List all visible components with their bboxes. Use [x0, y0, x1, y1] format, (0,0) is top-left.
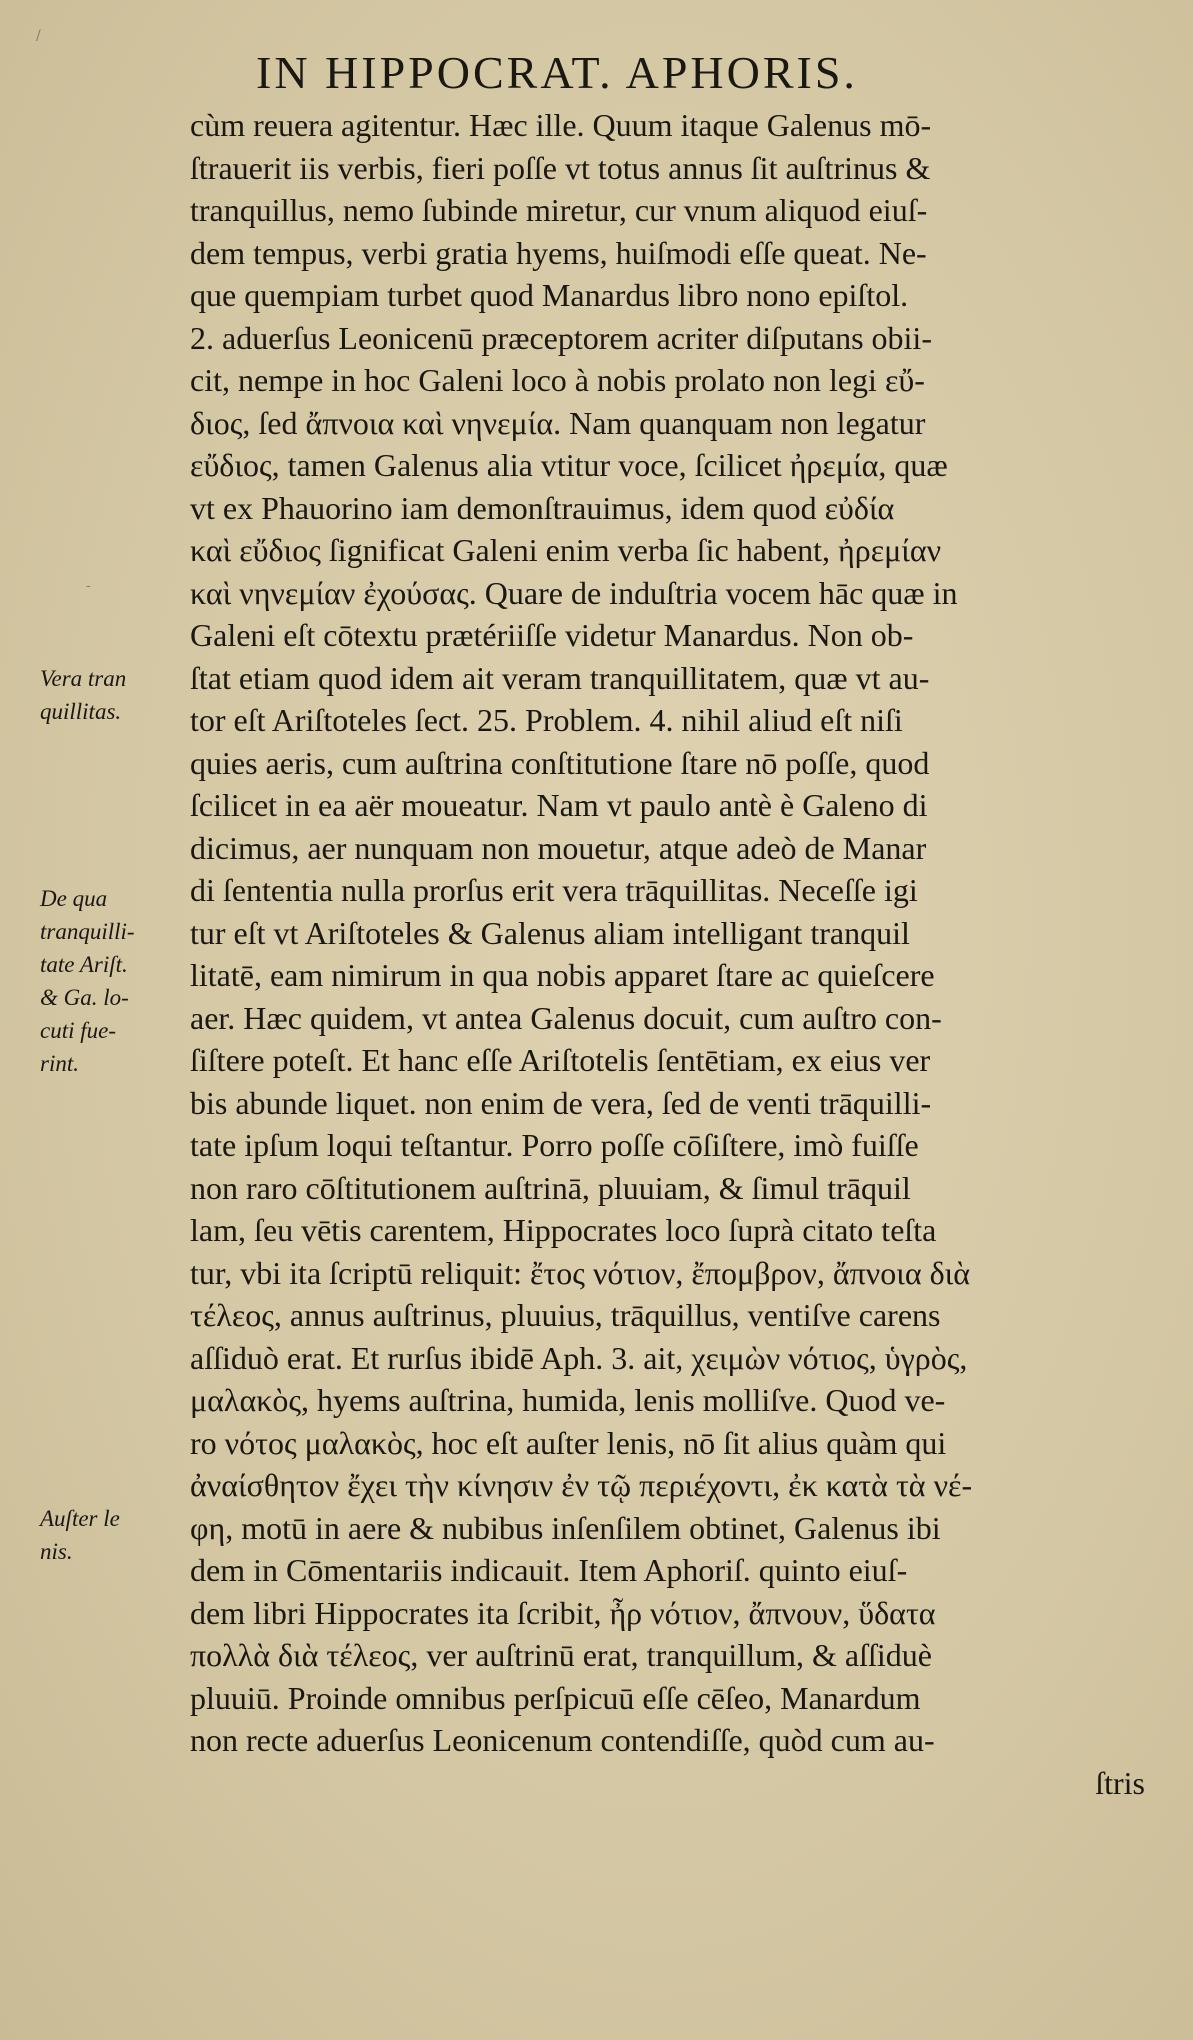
text-line: que quempiam turbet quod Manardus libro nono epiſtol.	[190, 277, 909, 313]
text-line: ſtat etiam quod idem ait veram tranquillitatem, quæ vt au-	[190, 659, 930, 696]
text-line: cùm reuera agitentur. Hæc ille. Quum itaque Galenus mō-	[190, 107, 932, 143]
text-line: ſtrauerit iis verbis, fieri poſſe vt totus annus ſit auſtrinus &	[190, 149, 931, 186]
margin-note-line: rint.	[40, 1051, 79, 1076]
margin-note-line: De qua	[40, 886, 108, 911]
text-line: pluuiū. Proinde omnibus perſpicuū eſſe cēſeo, Manardum	[190, 1679, 921, 1716]
margin-note-auster-lenis	[40, 1502, 120, 1568]
text-line: φη, motū in aere & nubibus inſenſilem obtinet, Galenus ibi	[190, 1509, 941, 1546]
text-line: καὶ νηνεμίαν ἐχούσας. Quare de induſtria vocem hāc quæ in	[190, 574, 958, 611]
text-line: tur eſt vt Ariſtoteles & Galenus aliam intelligant tranquil	[190, 914, 910, 951]
text-line: aſſiduò erat. Et rurſus ibidē Aph. 3. ait, χειμὼν νότιος, ὑγρὸς,	[190, 1339, 968, 1376]
text-line: litatē, eam nimirum in qua nobis apparet ſtare ac quieſcere	[190, 957, 935, 993]
text-line: non recte aduerſus Leonicenum contendiſſe, quòd cum au-	[190, 1722, 935, 1758]
running-header: IN HIPPOCRAT. APHORIS.	[256, 47, 858, 98]
text-line: ſcilicet in ea aër moueatur. Nam vt paulo antè è Galeno di	[190, 787, 928, 823]
catchword: ſtris	[1095, 1764, 1145, 1801]
text-line: non raro cōſtitutionem auſtrinā, pluuiam, & ſimul trāquil	[190, 1169, 911, 1206]
text-line: vt ex Phauorino iam demonſtrauimus, idem quod εὐδία	[190, 489, 895, 526]
text-line: di ſententia nulla prorſus erit vera trāquillitas. Neceſſe igi	[190, 872, 918, 908]
text-line: dem libri Hippocrates ita ſcribit, ἦρ νότιον, ἄπνουν, ὕδατα	[190, 1594, 936, 1631]
margin-note-vera-tranquillitas	[40, 662, 126, 728]
text-line: ſiſtere poteſt. Et hanc eſſe Ariſtotelis ſentētiam, ex eius ver	[190, 1042, 931, 1078]
text-line: dicimus, aer nunquam non mouetur, atque adeò de Manar	[190, 829, 927, 866]
margin-note-line: tranquilli-	[40, 919, 135, 944]
text-line: quies aeris, cum auſtrina conſtitutione ſtare nō poſſe, quod	[190, 744, 930, 781]
text-line: tur, vbi ita ſcriptū reliquit: ἔτος νότιον, ἔπομβρον, ἄπνοια διὰ	[190, 1254, 971, 1291]
text-line: dem tempus, verbi gratia hyems, huiſmodi eſſe queat. Ne-	[190, 234, 927, 271]
margin-note-line: tate Ariſt.	[40, 952, 128, 977]
text-line: τέλεος, annus auſtrinus, pluuius, trāquillus, ventiſve carens	[190, 1297, 941, 1333]
text-line: ro νότος μαλακὸς, hoc eſt auſter lenis, nō ſit alius quàm qui	[190, 1424, 947, 1461]
text-line: tranquillus, nemo ſubinde miretur, cur vnum aliquod eiuſ-	[190, 192, 928, 228]
stray-mark: /	[36, 28, 41, 44]
text-line: tate ipſum loqui teſtantur. Porro poſſe cōſiſtere, imò fuiſſe	[190, 1127, 919, 1163]
text-line: πολλὰ διὰ τέλεος, ver auſtrinū erat, tranquillum, & aſſiduè	[190, 1637, 932, 1673]
stray-mark: -	[86, 578, 91, 594]
main-text-block	[190, 104, 1150, 1804]
margin-note-line: cuti fue-	[40, 1018, 116, 1043]
text-line: καὶ εὔδιος ſignificat Galeni enim verba ſic habent, ἠρεμίαν	[190, 532, 942, 568]
text-line: lam, ſeu vētis carentem, Hippocrates loco ſuprà citato teſta	[190, 1212, 937, 1248]
margin-note-line: Auſter le	[40, 1506, 120, 1531]
margin-note-line: & Ga. lo-	[40, 985, 129, 1010]
margin-note-line: Vera tran	[40, 666, 127, 691]
text-line: tor eſt Ariſtoteles ſect. 25. Problem. 4. nihil aliud eſt niſi	[190, 702, 903, 738]
margin-note-line: nis.	[40, 1539, 73, 1564]
text-line: aer. Hæc quidem, vt antea Galenus docuit, cum auſtro con-	[190, 999, 942, 1036]
text-line: ἀναίσθητον ἔχει τὴν κίνησιν ἐν τῷ περιέχοντι, ἐκ κατὰ τὰ νέ-	[190, 1467, 973, 1503]
text-line: cit, nempe in hoc Galeni loco à nobis prolato non legi εὔ-	[190, 362, 925, 398]
text-line: εὔδιος, tamen Galenus alia vtitur voce, ſcilicet ἠρεμία, quæ	[190, 447, 948, 483]
margin-note-de-qua-tranquillitate	[40, 882, 135, 1080]
margin-note-line: quillitas.	[40, 699, 122, 724]
text-line: μαλακὸς, hyems auſtrina, humida, lenis molliſve. Quod ve-	[190, 1382, 946, 1418]
text-line: dem in Cōmentariis indicauit. Item Aphoriſ. quinto eiuſ-	[190, 1552, 908, 1588]
text-line: 2. aduerſus Leonicenū præceptorem acriter diſputans obii-	[190, 319, 932, 356]
text-line: διος, ſed ἄπνοια καὶ νηνεμία. Nam quanquam non legatur	[190, 404, 926, 441]
text-line: Galeni eſt cōtextu prætériiſſe videtur Manardus. Non ob-	[190, 617, 914, 653]
text-line: bis abunde liquet. non enim de vera, ſed de venti trāquilli-	[190, 1084, 932, 1121]
